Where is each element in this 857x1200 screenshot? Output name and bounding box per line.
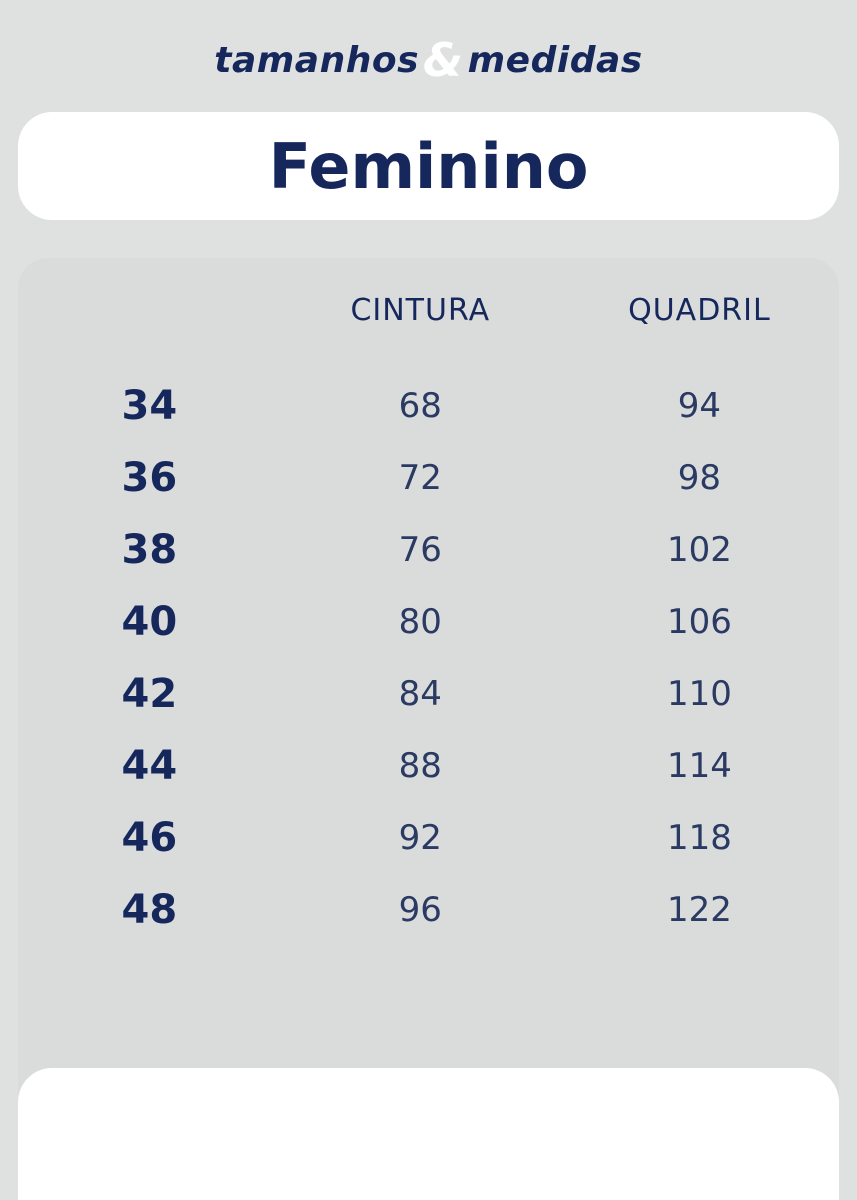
cell-quadril: 102 [666, 530, 732, 570]
table-header-row [18, 292, 839, 370]
header-kicker-part1: tamanhos [214, 40, 420, 81]
cell-size: 42 [121, 671, 178, 717]
cell-cintura: 92 [398, 818, 442, 858]
table-row [18, 658, 839, 730]
cell-quadril: 118 [666, 818, 732, 858]
header-kicker [214, 29, 643, 87]
header-kicker-part2: medidas [467, 40, 643, 81]
cell-cintura: 72 [398, 458, 442, 498]
table-head [18, 292, 839, 370]
cell-quadril: 106 [666, 602, 732, 642]
ampersand-glyph: & [423, 33, 464, 87]
page-title: Feminino [268, 129, 589, 203]
cell-quadril: 94 [677, 386, 722, 426]
cell-size: 34 [121, 383, 178, 429]
cell-size: 44 [121, 743, 178, 789]
cell-cintura: 68 [398, 386, 442, 426]
cell-cintura: 96 [398, 890, 442, 930]
table-row [18, 370, 839, 442]
table-row [18, 442, 839, 514]
bottom-card [18, 1068, 839, 1200]
cell-size: 46 [121, 815, 178, 861]
table-row [18, 802, 839, 874]
cell-size: 40 [121, 599, 178, 645]
size-table-container [18, 258, 839, 1132]
header-band [0, 0, 857, 112]
title-card [18, 112, 839, 220]
cell-quadril: 98 [677, 458, 722, 498]
column-header-size [18, 292, 281, 370]
table-row [18, 514, 839, 586]
cell-size: 36 [121, 455, 178, 501]
cell-size: 48 [121, 887, 178, 933]
cell-cintura: 80 [398, 602, 442, 642]
table-row [18, 730, 839, 802]
table-row [18, 874, 839, 946]
table-body [18, 370, 839, 946]
cell-quadril: 122 [666, 890, 732, 930]
table-row [18, 586, 839, 658]
cell-cintura: 76 [398, 530, 442, 570]
cell-quadril: 110 [666, 674, 732, 714]
column-header-cintura: CINTURA [350, 293, 491, 328]
cell-quadril: 114 [666, 746, 732, 786]
cell-size: 38 [121, 527, 178, 573]
cell-cintura: 88 [398, 746, 442, 786]
cell-cintura: 84 [398, 674, 442, 714]
size-table [18, 292, 839, 946]
column-header-quadril: QUADRIL [628, 293, 771, 328]
